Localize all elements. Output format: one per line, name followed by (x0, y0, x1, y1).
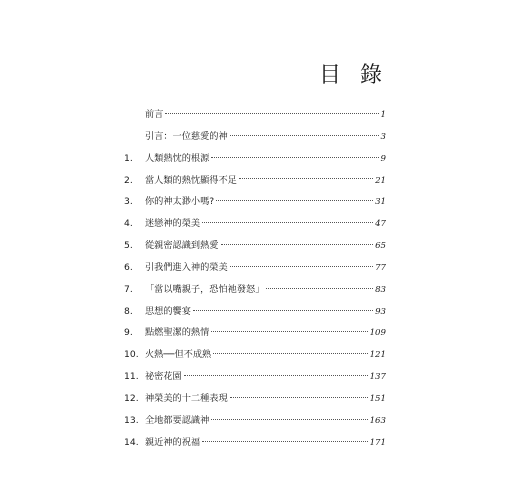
toc-entry-title: 引言：一位慈愛的神 (145, 130, 228, 142)
toc-entry (124, 366, 386, 388)
toc-entry-title: 從親密認識到熱愛 (145, 240, 219, 252)
toc-entry (124, 388, 386, 410)
toc-entry-title: 「當以嘴親子，恐怕祂發怒」 (145, 283, 265, 295)
toc-entry-title: 當人類的熱忱顯得不足 (145, 174, 237, 186)
toc-entry-number: 14. (124, 436, 139, 448)
toc-entry-title: 點燃聖潔的熱情 (145, 327, 210, 339)
table-of-contents (124, 104, 386, 454)
dot-leader (184, 374, 368, 376)
toc-entry-number: 11. (124, 371, 139, 383)
dot-leader (211, 330, 367, 332)
toc-entry-page: 21 (375, 175, 386, 186)
toc-entry-title: 思想的饗宴 (145, 305, 191, 317)
dot-leader (202, 221, 373, 223)
toc-entry-page: 121 (369, 350, 386, 361)
toc-entry-title: 引我們進入神的榮美 (145, 261, 228, 273)
dot-leader (213, 352, 367, 354)
toc-entry (124, 410, 386, 432)
toc-entry-number: 3. (124, 196, 133, 208)
toc-entry-number: 4. (124, 218, 133, 230)
toc-entry-page: 93 (375, 306, 386, 317)
toc-entry-number: 5. (124, 240, 133, 252)
toc-entry-number: 9. (124, 327, 133, 339)
toc-entry-page: 47 (375, 219, 386, 230)
toc-entry (124, 213, 386, 235)
toc-entry-page: 31 (375, 197, 386, 208)
toc-entry (124, 191, 386, 213)
toc-entry-title: 神榮美的十二種表現 (145, 392, 228, 404)
toc-entry (124, 344, 386, 366)
toc-entry-page: 163 (369, 415, 386, 426)
dot-leader (239, 177, 373, 179)
toc-entry-number: 12. (124, 392, 139, 404)
toc-entry-page: 83 (375, 284, 386, 295)
toc-entry (124, 235, 386, 257)
toc-entry-page: 1 (380, 110, 386, 120)
toc-entry-page: 3 (380, 131, 386, 142)
toc-entry-page: 9 (380, 153, 386, 164)
toc-entry-title: 你的神太渺小嗎? (145, 196, 215, 208)
toc-entry-page: 171 (369, 437, 386, 448)
toc-entry-number: 1. (124, 152, 133, 164)
toc-entry-number: 10. (124, 349, 139, 361)
toc-entry (124, 170, 386, 192)
toc-entry-page: 77 (375, 262, 386, 273)
dot-leader (221, 243, 374, 245)
toc-entry-title: 迷戀神的榮美 (145, 218, 201, 230)
toc-entry (124, 322, 386, 344)
toc-entry-page: 65 (375, 241, 386, 252)
toc-entry-number: 6. (124, 261, 133, 273)
toc-entry-title: 人類熱忱的根源 (145, 152, 210, 164)
toc-entry-page: 137 (369, 372, 386, 383)
dot-leader (202, 440, 367, 442)
dot-leader (230, 396, 368, 398)
toc-entry (124, 301, 386, 323)
toc-entry-title: 前言 (145, 109, 164, 120)
toc-entry-title: 祕密花園 (145, 371, 182, 383)
toc-entry-title: 親近神的祝福 (145, 436, 201, 448)
dot-leader (211, 418, 367, 420)
toc-entry (124, 257, 386, 279)
toc-entry-page: 151 (369, 393, 386, 404)
toc-entry-title: 全地都要認識神 (145, 414, 210, 426)
toc-entry (124, 432, 386, 454)
dot-leader (165, 112, 378, 114)
toc-entry-number: 13. (124, 414, 139, 426)
page-title: 目 錄 (319, 63, 388, 88)
dot-leader (211, 156, 378, 158)
dot-leader (216, 199, 373, 201)
toc-entry (124, 279, 386, 301)
toc-entry-number: 2. (124, 174, 133, 186)
toc-entry-page: 109 (369, 328, 386, 339)
toc-entry-title: 火熱──但不成熟 (145, 349, 212, 361)
dot-leader (230, 265, 373, 267)
toc-entry-number: 8. (124, 305, 133, 317)
toc-entry (124, 126, 386, 148)
toc-entry (124, 148, 386, 170)
toc-entry-number: 7. (124, 283, 133, 295)
dot-leader (266, 287, 373, 289)
toc-entry (124, 104, 386, 126)
dot-leader (230, 134, 379, 136)
dot-leader (193, 309, 373, 311)
